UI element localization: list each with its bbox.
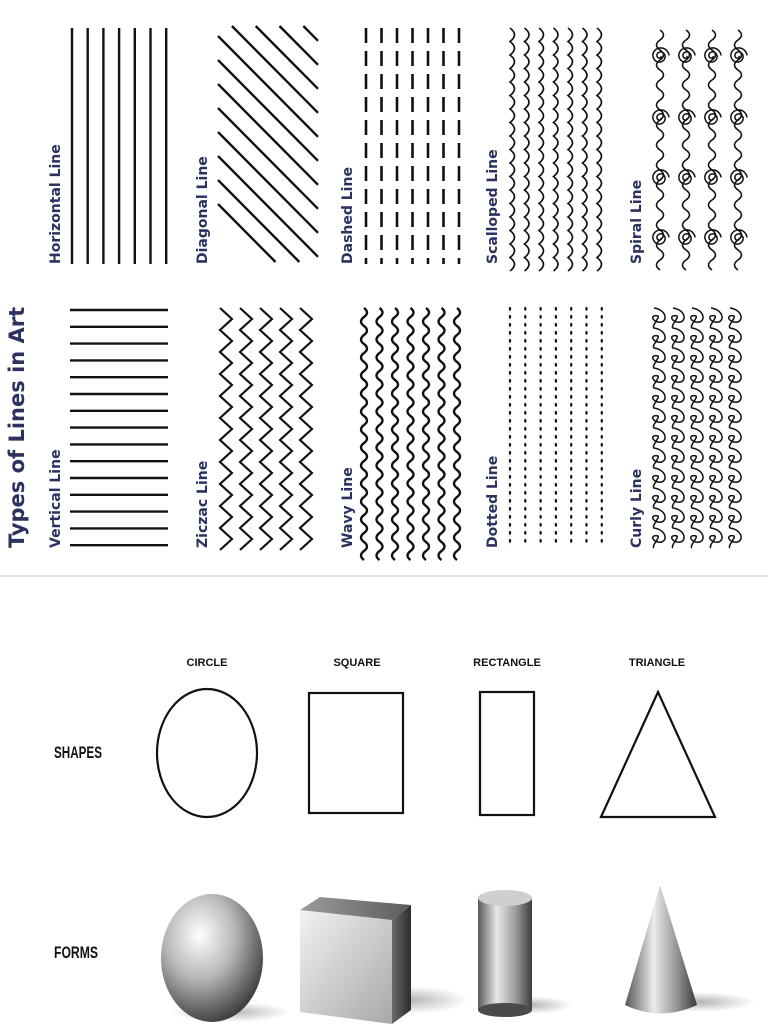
diagonal-line-stroke (232, 26, 318, 113)
label-ziczac-line: Ziczac Line (195, 460, 211, 548)
forms-row-label: FORMS (54, 943, 98, 962)
wavy-line-stroke (439, 308, 445, 560)
scalloped-line-stroke (510, 28, 515, 271)
spiral-curl (731, 110, 747, 124)
cone-form (625, 885, 755, 1014)
spiral-curl (705, 170, 721, 184)
scalloped-line-stroke (539, 28, 544, 271)
spiral-curl (653, 110, 669, 124)
scalloped-line-stroke (583, 28, 588, 271)
spiral-curl (653, 170, 669, 184)
diagonal-line-stroke (218, 204, 276, 262)
zigzag-line-stroke (280, 308, 292, 550)
zigzag-line-stroke (300, 308, 312, 550)
wavy-line-stroke (423, 308, 429, 560)
wavy-line-stroke (408, 308, 414, 560)
spiral-curl (653, 230, 669, 244)
spiral-curl (731, 230, 747, 244)
curly-line-stroke (691, 308, 703, 548)
scalloped-line-stroke (525, 28, 530, 271)
spiral-curl (705, 110, 721, 124)
shapes-row-label: SHAPES (54, 743, 102, 762)
label-curly-line: Curly Line (629, 468, 645, 548)
curly-line-stroke (729, 308, 741, 548)
rectangle-shape (480, 692, 534, 815)
label-dotted-line: Dotted Line (485, 455, 501, 548)
caption-square: SQUARE (333, 657, 381, 669)
diagonal-line-stroke (303, 26, 318, 41)
label-diagonal-line: Diagonal Line (195, 156, 211, 264)
spiral-curl (679, 230, 695, 244)
cylinder-form (478, 890, 572, 1017)
wavy-line-stroke (361, 308, 367, 560)
cube-form (300, 897, 468, 1024)
spiral-curl (731, 170, 747, 184)
square-shape (309, 693, 403, 813)
triangle-shape (601, 692, 715, 817)
curly-line-stroke (672, 308, 684, 548)
caption-triangle: TRIANGLE (628, 657, 686, 669)
lines-title: Types of Lines in Art (5, 306, 29, 548)
scalloped-line-stroke (554, 28, 559, 271)
zigzag-line-stroke (260, 308, 272, 550)
label-wavy-line: Wavy Line (340, 467, 356, 548)
diagonal-line-stroke (256, 26, 318, 89)
shapes-forms-panel (54, 657, 755, 1024)
label-vertical-line: Vertical Line (48, 449, 64, 548)
curly-line-stroke (653, 308, 665, 548)
label-scalloped-line: Scalloped Line (485, 149, 501, 264)
zigzag-line-stroke (220, 308, 232, 550)
spiral-curl (705, 230, 721, 244)
circle-shape (157, 689, 257, 817)
caption-circle: CIRCLE (186, 657, 228, 669)
scalloped-line-stroke (568, 28, 573, 271)
spiral-curl (679, 170, 695, 184)
lines-panel (5, 26, 747, 560)
wavy-line-stroke (392, 308, 398, 560)
spiral-curl (679, 110, 695, 124)
diagonal-line-stroke (218, 180, 299, 262)
zigzag-line-stroke (240, 308, 252, 550)
wavy-line-stroke (454, 308, 460, 560)
line-patterns (70, 26, 747, 560)
diagonal-line-stroke (280, 26, 318, 65)
label-horizontal-line: Horizontal Line (48, 144, 64, 264)
sphere-form (161, 894, 290, 1022)
caption-rectangle: RECTANGLE (473, 657, 541, 669)
scalloped-line-stroke (597, 28, 602, 271)
label-dashed-line: Dashed Line (340, 167, 356, 264)
wavy-line-stroke (377, 308, 383, 560)
label-spiral-line: Spiral Line (629, 179, 645, 264)
curly-line-stroke (710, 308, 722, 548)
